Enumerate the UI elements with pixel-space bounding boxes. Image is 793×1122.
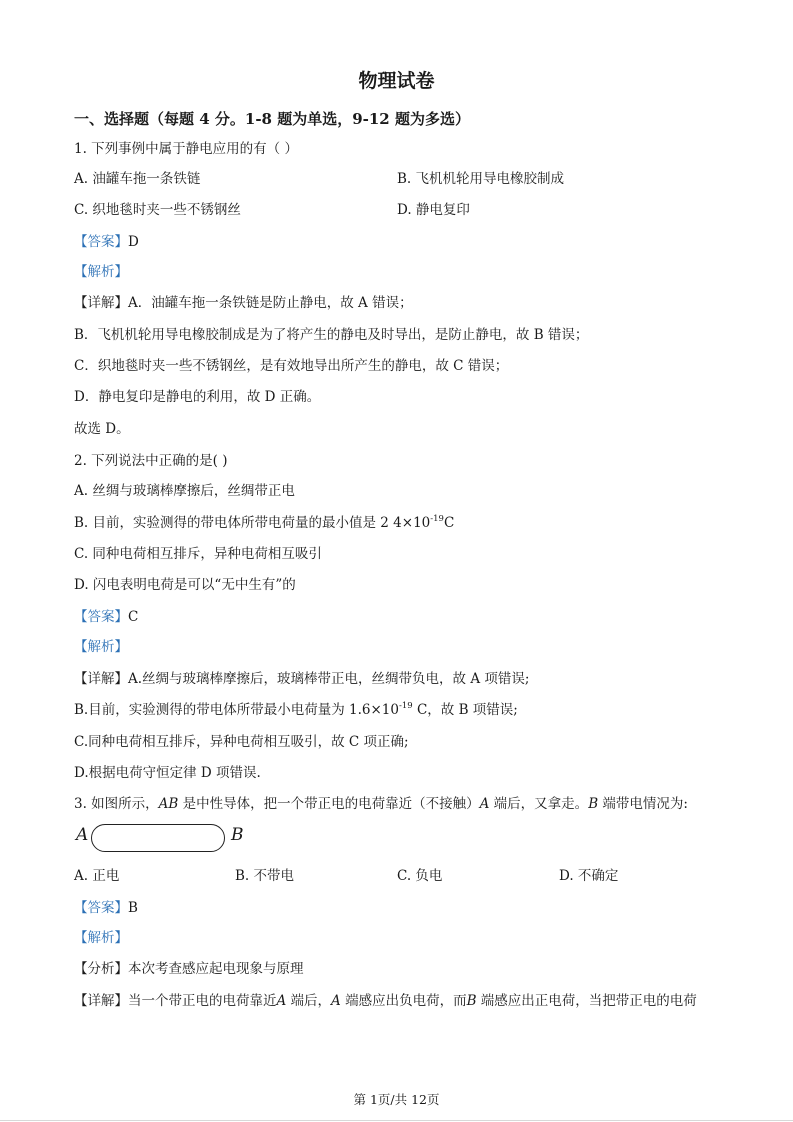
bottom-rule — [0, 1120, 793, 1121]
label-a: A — [276, 993, 287, 1009]
q1-option-a: A. 油罐车拖一条铁链 — [74, 171, 201, 187]
q1-detail-2: B．飞机机轮用导电橡胶制成是为了将产生的静电及时导出，是防止静电，故 B 错误； — [74, 327, 589, 343]
answer-tag: 【答案】 — [74, 609, 128, 625]
detail-text: 当一个带正电的电荷靠近 — [128, 993, 277, 1009]
stem-text: 端后，又拿走。 — [489, 796, 589, 812]
q3-option-a: A. 正电 — [74, 868, 120, 884]
answer-value: C — [128, 609, 139, 625]
label-b: B — [588, 796, 599, 812]
detail-text: 端感应出正电荷，当把带正电的电荷 — [476, 993, 697, 1009]
q3-option-c: C. 负电 — [397, 868, 443, 884]
conductor-ab-figure — [91, 824, 225, 852]
q1-option-d: D. 静电复印 — [397, 202, 470, 218]
q3-detail — [74, 992, 697, 1010]
stem-text: 是中性导体，把一个带正电的电荷靠近（不接触） — [178, 796, 480, 812]
answer-tag: 【答案】 — [74, 234, 128, 250]
q2-stem: 2. 下列说法中正确的是( ) — [74, 453, 228, 469]
q2-analysis-tag: 【解析】 — [74, 639, 128, 655]
answer-value: D — [128, 234, 139, 250]
detail-tag: 【详解】 — [74, 295, 128, 311]
detail-text: A．油罐车拖一条铁链是防止静电，故 A 错误； — [128, 295, 413, 311]
q2-option-c: C. 同种电荷相互排斥，异种电荷相互吸引 — [74, 546, 322, 562]
q1-option-c: C. 织地毯时夹一些不锈钢丝 — [74, 202, 241, 218]
label-a: A — [479, 796, 490, 812]
q1-analysis-tag: 【解析】 — [74, 264, 128, 280]
stem-text: 端带电情况为: — [598, 796, 688, 812]
q2-option-b — [74, 514, 454, 532]
q3-option-b: B. 不带电 — [235, 868, 295, 884]
q1-detail-1 — [74, 294, 413, 312]
label-b: B — [466, 993, 477, 1009]
answer-value: B — [128, 900, 138, 916]
detail-tag: 【详解】 — [74, 993, 128, 1009]
label-a: A — [331, 993, 341, 1009]
unit: C — [443, 515, 455, 531]
q1-detail-5: 故选 D。 — [74, 421, 130, 437]
q1-stem: 1. 下列事例中属于静电应用的有（ ） — [74, 141, 298, 157]
q3-analysis-tag: 【解析】 — [74, 930, 128, 946]
q3-fenxi — [74, 960, 304, 978]
detail-text: C，故 B 项错误; — [412, 702, 518, 718]
q2-option-d: D. 闪电表明电荷是可以“无中生有”的 — [74, 577, 296, 593]
q2-detail-1 — [74, 670, 529, 688]
q1-answer — [74, 233, 139, 251]
answer-tag: 【答案】 — [74, 900, 128, 916]
figure-label-b: B — [231, 825, 244, 845]
q1-option-b: B. 飞机机轮用导电橡胶制成 — [397, 171, 565, 187]
q1-detail-4: D．静电复印是静电的利用，故 D 正确。 — [74, 389, 321, 405]
page-title: 物理试卷 — [358, 70, 435, 92]
figure-label-a: A — [76, 825, 89, 845]
detail-text: 端感应出负电荷，而 — [340, 993, 467, 1009]
q2-detail-2 — [74, 701, 518, 719]
detail-tag: 【详解】 — [74, 671, 128, 687]
exponent: -19 — [398, 701, 413, 711]
q2-option-a: A. 丝绸与玻璃棒摩擦后，丝绸带正电 — [74, 483, 295, 499]
q3-stem — [74, 795, 688, 813]
option-text: B. 目前，实验测得的带电体所带电荷量的最小值是 2 4×10 — [74, 515, 431, 531]
detail-text: 端后， — [286, 993, 332, 1009]
section-heading: 一、选择题（每题 4 分。1-8 题为单选，9-12 题为多选） — [74, 110, 470, 128]
q3-option-d: D. 不确定 — [559, 868, 619, 884]
q3-answer — [74, 899, 138, 917]
page-footer: 第 1页/共 12页 — [353, 1092, 440, 1107]
stem-text: 3. 如图所示， — [74, 796, 159, 812]
label-ab: AB — [158, 796, 179, 812]
detail-text: A.丝绸与玻璃棒摩擦后，玻璃棒带正电，丝绸带负电，故 A 项错误; — [128, 671, 530, 687]
exponent: -19 — [430, 514, 444, 524]
q2-answer — [74, 608, 138, 626]
fenxi-tag: 【分析】 — [74, 961, 128, 977]
detail-text: B.目前，实验测得的带电体所带最小电荷量为 1.6×10 — [74, 702, 399, 718]
q2-detail-3: C.同种电荷相互排斥，异种电荷相互吸引，故 C 项正确; — [74, 734, 409, 750]
fenxi-text: 本次考查感应起电现象与原理 — [128, 961, 304, 977]
q2-detail-4: D.根据电荷守恒定律 D 项错误. — [74, 765, 261, 781]
q1-detail-3: C．织地毯时夹一些不锈钢丝，是有效地导出所产生的静电，故 C 错误； — [74, 358, 509, 374]
